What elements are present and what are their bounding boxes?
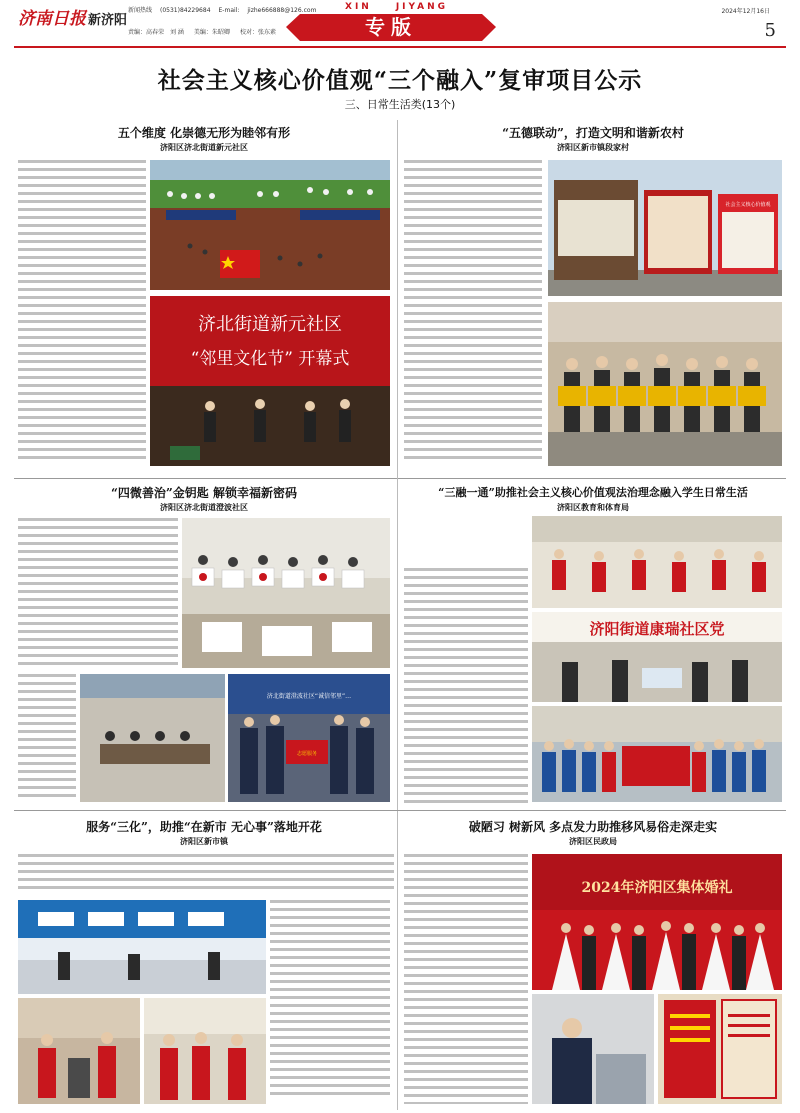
stage-banner-line2: “邻里文化节” 开幕式 <box>190 349 350 369</box>
billboard-text: 社会主义核心价值观 <box>725 202 771 208</box>
kangrui-sign-text: 济阳街道康瑞社区党 <box>589 620 725 638</box>
row-divider-2 <box>14 810 786 811</box>
article-title: “五德联动”，打造文明和谐新农村 <box>502 126 684 140</box>
elderly-visit-photo <box>18 998 140 1104</box>
wedding-banner-text: 2024年济阳区集体婚礼 <box>581 880 733 896</box>
art-workshop-photo <box>182 518 390 668</box>
official-photo <box>532 994 654 1104</box>
staff-info <box>128 27 286 36</box>
group-wedding-photo <box>532 854 782 990</box>
stage-ceremony-photo <box>150 296 390 466</box>
article-body-text <box>404 568 528 804</box>
edition-name: 新济阳 <box>88 13 128 28</box>
paper-name: 济南日报 <box>18 9 86 29</box>
article-title: “三融一通”助推社会主义核心价值观法治理念融入学生日常生活 <box>438 486 748 499</box>
row-divider <box>14 478 786 479</box>
article-body-text <box>18 854 394 894</box>
article-body-text <box>18 160 146 464</box>
email: jizhe666888@126.com <box>247 7 317 14</box>
issue-date: 2024年12月16日 <box>721 8 770 15</box>
banner-wing-right <box>482 14 496 41</box>
page-number: 5 <box>764 20 776 41</box>
stage-banner-line1: 济北街道新元社区 <box>198 314 342 335</box>
banner-wing-left <box>286 14 300 41</box>
article-org: 济阳区新市镇 <box>180 837 228 846</box>
article-org: 济阳区济北街道澄波社区 <box>160 503 248 512</box>
article-education <box>400 480 786 808</box>
email-label: E-mail: <box>218 7 240 14</box>
hotline-label: 新闻热线 <box>128 7 153 14</box>
article-body-text-2 <box>18 674 76 802</box>
article-org: 济阳区民政局 <box>569 837 617 846</box>
article-org: 济阳区新市镇段家村 <box>557 143 629 152</box>
volunteer-banner-text: 志愿服务 <box>296 751 318 757</box>
editor: 责编：高春荣 刘 涵 <box>128 29 184 36</box>
article-org: 济阳区济北街道新元社区 <box>160 143 248 152</box>
pinyin-right: JIYANG <box>395 2 449 12</box>
page-subhead: 三、日常生活类(13个) <box>344 98 456 111</box>
meeting-banner-text: 济北街道澄波社区“诚信邻里”… <box>266 693 352 700</box>
article-body-text <box>404 854 528 1104</box>
designer: 美编：朱昭卿 <box>193 29 230 36</box>
students-flag-photo <box>150 160 390 290</box>
poster-board-photo <box>658 994 782 1104</box>
proofreader: 校对：张东素 <box>239 29 276 36</box>
article-body-text <box>404 160 542 464</box>
article-title: 五个维度 化崇德无形为睦邻有形 <box>117 126 291 140</box>
article-org: 济阳区教育和体育局 <box>557 503 629 512</box>
masthead-rule <box>14 46 786 48</box>
article-title: 服务“三化”，助推“在新市 无心事”落地开花 <box>86 820 322 834</box>
village-billboard-photo <box>548 160 782 296</box>
column-divider <box>397 120 398 1110</box>
students-banner-photo <box>532 706 782 802</box>
kangrui-community-photo <box>532 612 782 702</box>
section-banner: 专版 <box>300 14 482 41</box>
masthead <box>0 0 800 44</box>
article-title: 破陋习 树新风 多点发力助推移风易俗走深走实 <box>468 820 718 834</box>
article-body-text-2 <box>270 900 390 1100</box>
village-award-photo <box>548 302 782 466</box>
paper-logo <box>18 4 127 29</box>
edition-pinyin <box>345 2 448 12</box>
contact-info <box>128 5 324 14</box>
article-body-text <box>18 518 178 668</box>
article-xinshi <box>14 812 394 1110</box>
volunteers-photo <box>144 998 266 1104</box>
article-title: “四微善治”金钥匙 解锁幸福新密码 <box>111 486 297 500</box>
hotline: (0531)84229684 <box>160 7 211 14</box>
service-center-photo <box>18 900 266 994</box>
article-civil-affairs <box>400 812 786 1110</box>
community-meeting-photo <box>80 674 390 802</box>
article-xinyuan <box>14 118 394 474</box>
classroom-photo <box>532 516 782 608</box>
article-chengbo <box>14 480 394 808</box>
pinyin-left: XIN <box>345 2 372 12</box>
article-duanjia <box>400 118 786 474</box>
page-headline: 社会主义核心价值观“三个融入”复审项目公示 <box>157 67 643 94</box>
